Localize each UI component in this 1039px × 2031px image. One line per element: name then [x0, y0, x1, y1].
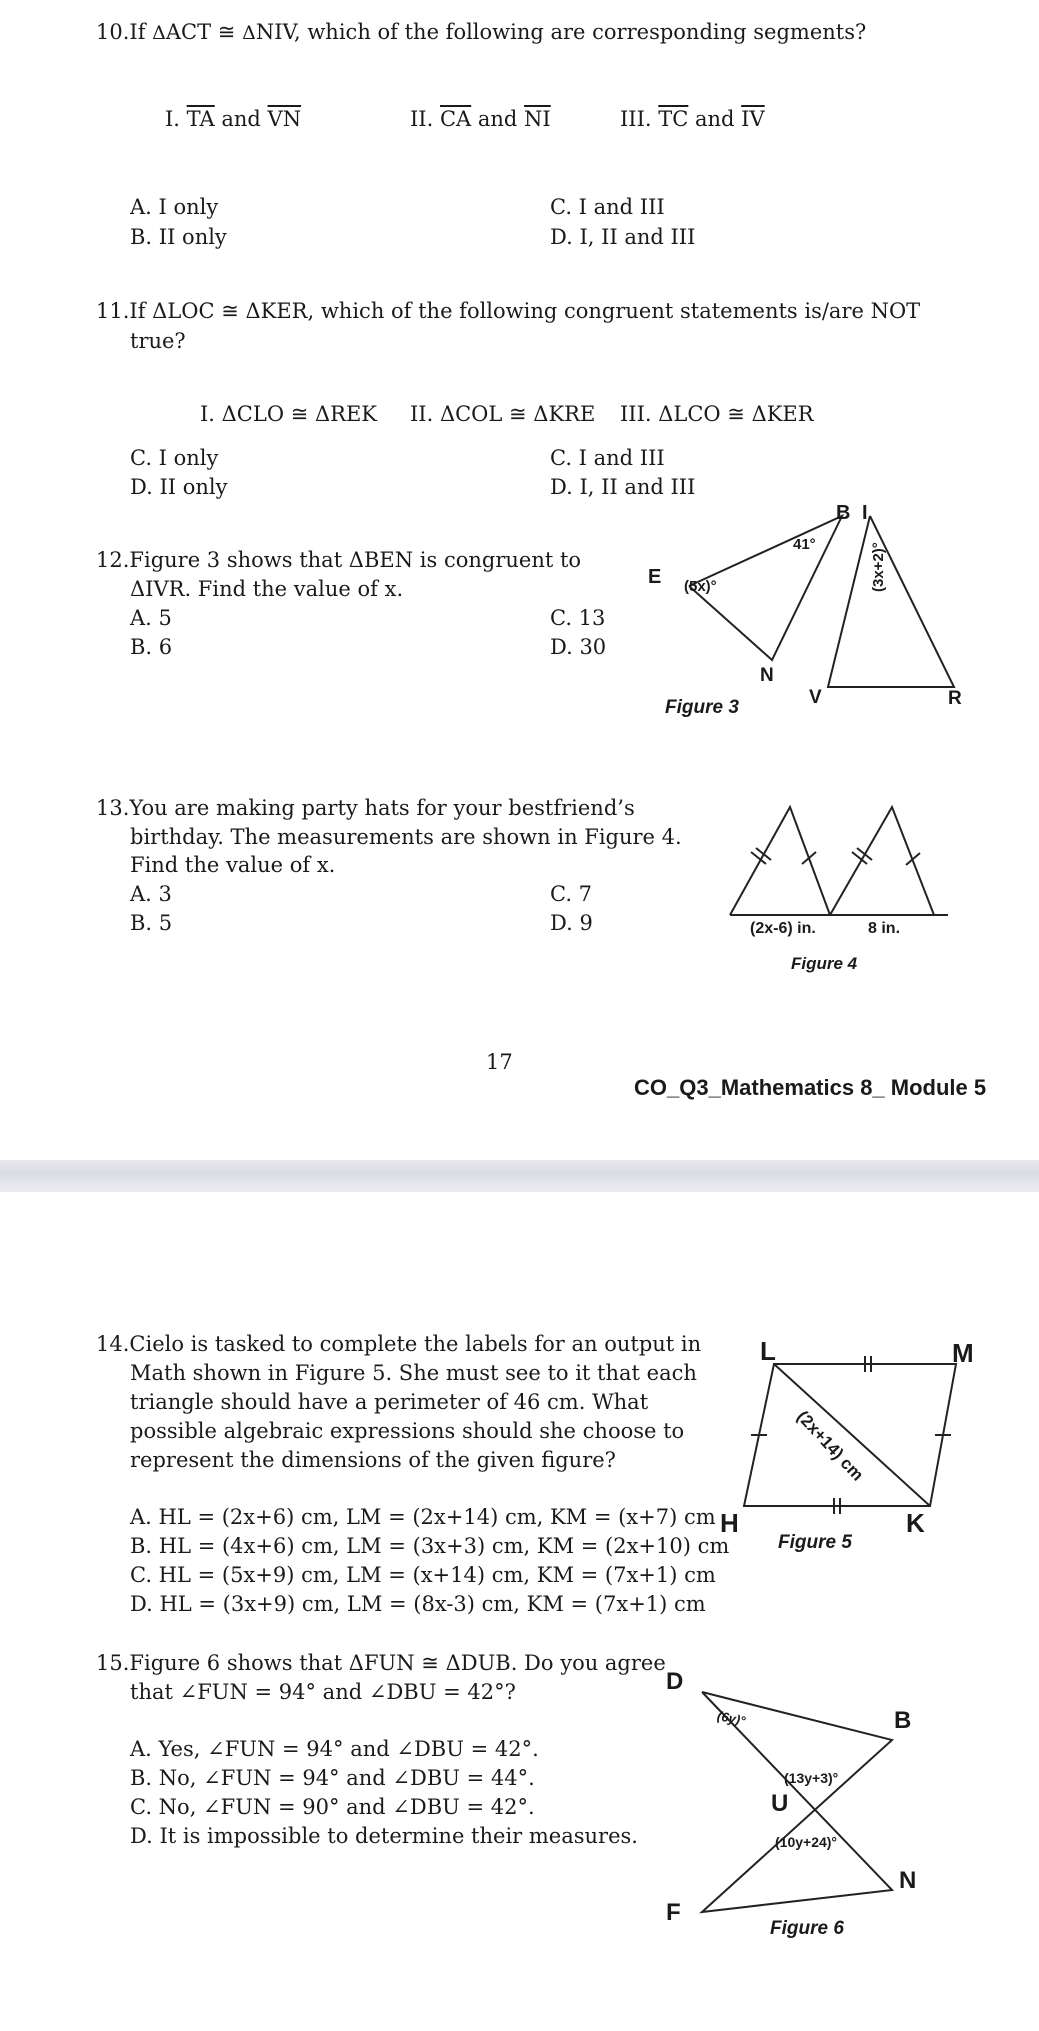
- q11-statement-II: II. ΔCOL ≅ ΔKRE: [410, 402, 596, 426]
- segment: $\overline{CA}$: [439, 107, 472, 131]
- question-14-stem-line2: Math shown in Figure 5. She must see to it that each: [130, 1361, 697, 1385]
- q11-choice-d1: D. II only: [130, 475, 228, 499]
- stem-text: You are making party hats for your bestfriend’s: [129, 796, 635, 820]
- angle-3x2: (3x+2)°: [870, 542, 887, 592]
- q15-choice-a: A. Yes, ∠FUN = 94° and ∠DBU = 42°.: [130, 1737, 539, 1761]
- triangle-ivr: [828, 516, 954, 687]
- segment: $\overline{TA}$: [186, 107, 215, 131]
- diagonal-label: (2x+14) cm: [793, 1407, 868, 1485]
- label-u: U: [771, 1790, 789, 1817]
- q10-option-III: [620, 107, 765, 131]
- q15-choice-c: C. No, ∠FUN = 90° and ∠DBU = 42°.: [130, 1795, 535, 1819]
- q15-choice-b: B. No, ∠FUN = 94° and ∠DBU = 44°.: [130, 1766, 535, 1790]
- question-13-stem: [96, 796, 635, 820]
- label-i: I: [862, 502, 868, 524]
- triangle-symbol: Δ: [152, 22, 166, 44]
- q14-choice-d: D. HL = (3x+9) cm, LM = (8x-3) cm, KM = (7x+1) cm: [130, 1592, 706, 1616]
- label-d: D: [666, 1668, 684, 1695]
- stem-text: Figure 6 shows that ΔFUN ≅ ΔDUB. Do you agree: [129, 1651, 666, 1675]
- q10-choice-a: A. I only: [130, 195, 219, 219]
- angle-5x: (5x)°: [684, 578, 717, 595]
- question-number: 14.: [96, 1332, 130, 1356]
- question-number: 13.: [96, 796, 130, 820]
- figure-6-caption: Figure 6: [770, 1918, 844, 1939]
- q12-choice-a: A. 5: [130, 606, 172, 630]
- q10-choice-c: C. I and III: [550, 195, 665, 219]
- figure-5-caption: Figure 5: [778, 1532, 852, 1553]
- angle-41: 41°: [793, 536, 816, 553]
- label-e: E: [648, 566, 662, 588]
- tick-mark: [802, 852, 816, 864]
- figure-4-diagram: [720, 795, 960, 925]
- question-14-stem-line3: triangle should have a perimeter of 46 cm. What: [130, 1390, 649, 1414]
- question-number: 15.: [96, 1651, 130, 1675]
- question-number: 12.: [96, 548, 130, 572]
- question-14-stem-line5: represent the dimensions of the given figure?: [130, 1448, 616, 1472]
- q13-choice-b: B. 5: [130, 911, 173, 935]
- segment: $\overline{IV}$: [741, 107, 765, 131]
- conjunction: and: [471, 107, 525, 131]
- q14-choice-c: C. HL = (5x+9) cm, LM = (x+14) cm, KM = (7x+1) cm: [130, 1563, 716, 1587]
- option-label: I.: [165, 107, 180, 131]
- label-f: F: [666, 1899, 681, 1926]
- triangle-symbol: Δ: [242, 22, 256, 44]
- q11-choice-c1: C. I only: [130, 446, 219, 470]
- label-n: N: [899, 1867, 917, 1894]
- question-14-stem-line4: possible algebraic expressions should she choose to: [130, 1419, 685, 1443]
- conjunction: and: [688, 107, 742, 131]
- label-b: B: [894, 1707, 912, 1734]
- q14-choice-b: B. HL = (4x+6) cm, LM = (3x+3) cm, KM = (2x+10) cm: [130, 1534, 730, 1558]
- segment: $\overline{TC}$: [658, 107, 689, 131]
- label-h: H: [720, 1508, 739, 1538]
- stem-text: Figure 3 shows that ΔBEN is congruent to: [129, 548, 582, 572]
- question-number: 10.: [96, 20, 130, 44]
- angle-10y24: (10y+24)°: [775, 1834, 838, 1850]
- stem-text: ACT ≅: [165, 20, 243, 44]
- question-12-stem: [96, 548, 581, 572]
- label-m: M: [952, 1338, 974, 1368]
- label-b: B: [836, 502, 851, 524]
- label-2x-6: (2x-6) in.: [750, 920, 816, 937]
- q10-choice-d: D. I, II and III: [550, 225, 696, 249]
- figure-3-caption: Figure 3: [665, 697, 739, 718]
- label-v: V: [809, 687, 822, 708]
- q13-choice-a: A. 3: [130, 882, 172, 906]
- q11-statement-III: III. ΔLCO ≅ ΔKER: [620, 402, 814, 426]
- q14-choice-a: A. HL = (2x+6) cm, LM = (2x+14) cm, KM = (x+7) cm: [130, 1505, 716, 1529]
- module-footer: CO_Q3_Mathematics 8_ Module 5: [634, 1075, 987, 1100]
- option-label: II.: [410, 107, 434, 131]
- q13-choice-d: D. 9: [550, 911, 593, 935]
- stem-text: , which of the following are corresponding segments?: [293, 20, 867, 44]
- option-label: III.: [620, 107, 652, 131]
- question-13-stem-line2: birthday. The measurements are shown in Figure 4.: [130, 825, 682, 849]
- stem-text: If ΔLOC ≅ ΔKER, which of the following congruent statements is/are NOT: [129, 299, 921, 323]
- angle-6y: (6y)°: [715, 1708, 747, 1729]
- segment: $\overline{NI}$: [524, 107, 551, 131]
- label-n: N: [760, 665, 774, 686]
- angle-13y3: (13y+3)°: [784, 1770, 839, 1786]
- page-separator: [0, 1160, 1039, 1192]
- q11-choice-c2: C. I and III: [550, 446, 665, 470]
- stem-text: If: [129, 20, 153, 44]
- q13-choice-c: C. 7: [550, 882, 593, 906]
- stem-text: Cielo is tasked to complete the labels for an output in: [129, 1332, 702, 1356]
- segment: $\overline{VN}$: [267, 107, 302, 131]
- hat-left: [730, 807, 830, 915]
- stem-text: NIV: [255, 20, 294, 44]
- question-11-stem-line2: true?: [130, 329, 186, 353]
- question-10-stem: [96, 20, 866, 44]
- q12-choice-d: D. 30: [550, 635, 607, 659]
- q12-choice-c: C. 13: [550, 606, 606, 630]
- question-13-stem-line3: Find the value of x.: [130, 853, 336, 877]
- q15-choice-d: D. It is impossible to determine their measures.: [130, 1824, 638, 1848]
- conjunction: and: [214, 107, 268, 131]
- q10-option-II: [410, 107, 551, 131]
- label-r: R: [948, 688, 962, 709]
- question-12-stem-line2: ΔIVR. Find the value of x.: [130, 577, 404, 601]
- label-l: L: [760, 1336, 776, 1366]
- q11-choice-d2: D. I, II and III: [550, 475, 696, 499]
- figure-4-caption: Figure 4: [791, 954, 858, 973]
- parallelogram: [744, 1364, 956, 1506]
- q12-choice-b: B. 6: [130, 635, 173, 659]
- question-15-stem: [96, 1651, 666, 1675]
- label-8in: 8 in.: [868, 920, 901, 937]
- q11-statement-I: I. ΔCLO ≅ ΔREK: [200, 402, 377, 426]
- hat-right: [830, 807, 934, 915]
- page-number: 17: [486, 1050, 513, 1074]
- question-14-stem: [96, 1332, 701, 1356]
- q10-option-I: [165, 107, 301, 131]
- label-k: K: [906, 1508, 925, 1538]
- question-number: 11.: [96, 299, 130, 323]
- q10-choice-b: B. II only: [130, 225, 227, 249]
- question-15-stem-line2: that ∠FUN = 94° and ∠DBU = 42°?: [130, 1680, 516, 1704]
- question-11-stem: [96, 299, 920, 323]
